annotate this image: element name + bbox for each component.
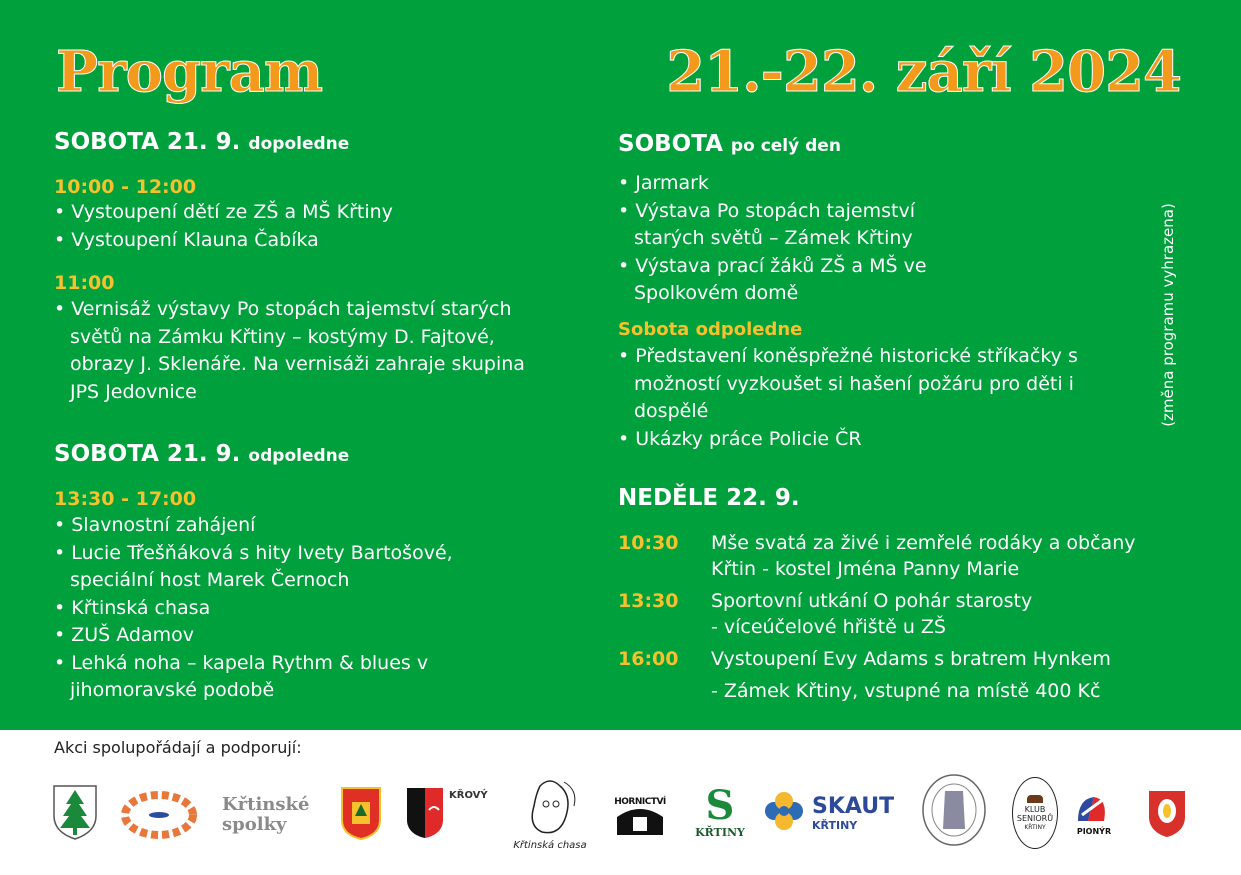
- event-list: [618, 343, 1138, 453]
- saturday-allday-heading: [618, 130, 841, 160]
- list-item: • Výstava prací žáků ZŠ a MŠ ve Spolkovém domě: [618, 253, 958, 308]
- list-item: • Křtinská chasa: [54, 595, 504, 623]
- krovy-logo: [405, 786, 500, 840]
- list-item: • Vernisáž výstavy Po stopách tajemství starých světů na Zámku Křtiny – kostýmy D. Fajtové, obrazy J. Sklenáře. Na vernisáži zahraje skupina JPS Jedovnice: [54, 296, 529, 406]
- saturday-morning-heading: [54, 128, 349, 158]
- logo-text: spolky: [222, 814, 287, 835]
- logo-text: Křtinská chasa: [513, 839, 587, 851]
- list-item: • Lucie Třešňáková s hity Ivety Bartošové, speciální host Marek Černoch: [54, 540, 504, 595]
- beekeepers-logo: [1144, 786, 1190, 840]
- logo-text: SKAUT: [812, 793, 895, 819]
- event-list: [54, 296, 529, 406]
- krtinska-chasa-logo: [505, 770, 595, 856]
- list-item: • Slavnostní zahájení: [54, 512, 504, 540]
- krtiny-coat-of-arms-logo: [52, 784, 98, 840]
- s-krtiny-logo: S KŘTINY: [695, 781, 745, 839]
- event-date: 21.-22. září 2024: [666, 39, 1181, 105]
- logo-text: KŘTINY: [695, 825, 745, 839]
- description-line: Křtin - kostel Jména Panny Marie: [711, 558, 1020, 580]
- description-line: - víceúčelové hřiště u ZŠ: [711, 616, 946, 638]
- sunday-heading: NEDĚLE 22. 9.: [618, 485, 800, 511]
- description-line: - Zámek Křtiny, vstupné na místě 400 Kč: [711, 680, 1101, 702]
- day-label: SOBOTA 21. 9.: [54, 441, 241, 467]
- time-label: 10:30: [618, 532, 679, 554]
- day-label: SOBOTA: [618, 131, 723, 157]
- list-item: • Jarmark: [618, 170, 958, 198]
- list-item: • Představení koněspřežné historické stříkačky s možností vyzkoušet si hašení požáru pro děti i dospělé: [618, 343, 1138, 426]
- list-item: • ZUŠ Adamov: [54, 622, 504, 650]
- sponsors-label: Akci spolupořádají a podporují:: [54, 738, 302, 757]
- sponsor-logos: [50, 770, 1200, 860]
- day-label: SOBOTA 21. 9.: [54, 129, 241, 155]
- logo-text: KLUB: [1024, 804, 1046, 814]
- event-list: [54, 512, 504, 705]
- day-part: dopoledne: [248, 134, 350, 154]
- logo-text: PIONÝR: [1076, 826, 1112, 836]
- logo-text: SENIORŮ: [1016, 813, 1054, 823]
- orange-ring-logo: [120, 790, 198, 840]
- schedule-row: [618, 530, 1188, 582]
- logo-text: KŘOVÝ: [449, 790, 488, 801]
- page-title: Program: [56, 39, 323, 105]
- krtinske-spolky-logo: [222, 790, 322, 840]
- note-text: (změna programu vyhrazena): [1159, 203, 1177, 427]
- description-line: Mše svatá za živé i zemřelé rodáky a občany: [711, 532, 1136, 554]
- pionyr-logo: [1070, 788, 1118, 838]
- skaut-krtiny-logo: [762, 788, 910, 838]
- logo-text: Křtinské: [222, 794, 310, 815]
- list-item: • Lehká noha – kapela Rythm & blues v jihomoravské podobě: [54, 650, 504, 705]
- afternoon-label: Sobota odpoledne: [618, 319, 803, 340]
- logo-text: KŘTINY: [1024, 823, 1046, 831]
- klub-senioru-logo: [1010, 776, 1060, 850]
- list-item: • Vystoupení Klauna Čabíka: [54, 227, 474, 255]
- time-label: 10:00 - 12:00: [54, 176, 197, 198]
- event-list: [54, 199, 474, 254]
- description-line: Sportovní utkání O pohár starosty: [711, 590, 1033, 612]
- logo-text: HORNICTVÍ: [614, 797, 666, 807]
- sdh-krtiny-logo: [340, 786, 382, 840]
- schedule-row: [618, 588, 1188, 640]
- time-label: 13:30: [618, 590, 679, 612]
- hornictvi-logo: [607, 794, 673, 838]
- schedule-description: [711, 646, 1188, 704]
- sunday-schedule: [618, 530, 1188, 710]
- list-item: • Vystoupení dětí ze ZŠ a MŠ Křtiny: [54, 199, 474, 227]
- schedule-row: [618, 646, 1188, 704]
- description-line: Vystoupení Evy Adams s bratrem Hynkem: [711, 648, 1111, 670]
- logo-text: KŘTINY: [812, 818, 858, 832]
- time-label: 16:00: [618, 648, 679, 670]
- schedule-description: [711, 588, 1188, 640]
- list-item: • Ukázky práce Policie ČR: [618, 426, 1138, 454]
- time-label: 11:00: [54, 272, 115, 294]
- day-part: odpoledne: [248, 446, 350, 466]
- parish-seal-logo: [920, 772, 988, 848]
- list-item: • Výstava Po stopách tajemství starých světů – Zámek Křtiny: [618, 198, 958, 253]
- saturday-afternoon-heading: [54, 440, 349, 470]
- event-list: [618, 170, 958, 308]
- day-part: po celý den: [730, 136, 841, 156]
- program-change-note: [1155, 180, 1181, 450]
- time-label: 13:30 - 17:00: [54, 488, 197, 510]
- schedule-description: [711, 530, 1188, 582]
